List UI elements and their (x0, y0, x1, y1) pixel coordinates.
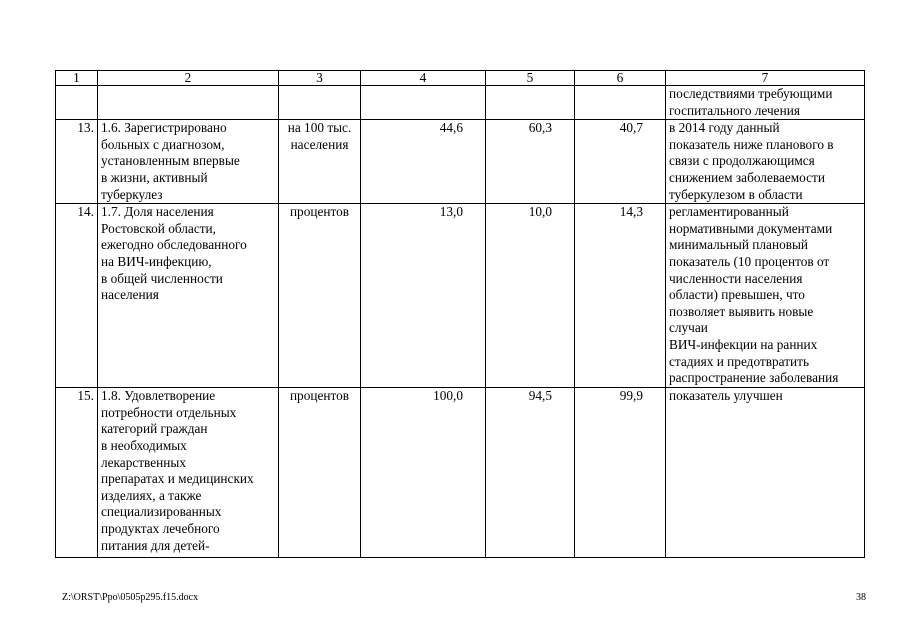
value-cell: 44,6 (361, 120, 486, 204)
value-cell: 99,9 (575, 388, 666, 558)
unit-cell (279, 120, 361, 204)
column-header: 1 (56, 71, 98, 86)
indicator-cell-line: изделиях, а также (101, 487, 202, 503)
row-number-cell: 15. (56, 388, 98, 558)
note-cell-line: последствиями требующими (669, 86, 833, 101)
indicator-cell-line: питания для детей- (101, 537, 210, 553)
unit-cell (279, 388, 361, 558)
indicator-cell-line: в жизни, активный (101, 169, 208, 185)
note-cell-line: показатель (10 процентов от (669, 253, 830, 269)
footer-page-number: 38 (856, 592, 866, 603)
column-header: 6 (575, 71, 666, 86)
indicator-cell-line: в необходимых (101, 437, 187, 453)
note-cell (666, 204, 865, 388)
indicator-cell-line: специализированных (101, 504, 222, 520)
value-cell: 14,3 (575, 204, 666, 388)
report-table (55, 70, 865, 558)
note-cell-line: случаи (669, 320, 708, 336)
note-cell-line: регламентированный (669, 204, 789, 220)
indicator-cell-line: 1.7. Доля населения (101, 204, 214, 220)
note-cell-line: минимальный плановый (669, 237, 809, 253)
note-cell-line: нормативными документами (669, 220, 833, 236)
value-cell (361, 86, 486, 120)
unit-cell-line: населения (290, 136, 349, 152)
value-cell: 60,3 (486, 120, 575, 204)
indicator-cell-line: потребности отдельных (101, 404, 237, 420)
table-header-row (56, 71, 865, 86)
column-header: 4 (361, 71, 486, 86)
note-cell-line: ВИЧ-инфекции на ранних (669, 336, 818, 352)
row-number-cell: 13. (56, 120, 98, 204)
indicator-cell-line: 1.6. Зарегистрировано (101, 120, 227, 136)
column-header: 3 (279, 71, 361, 86)
indicator-cell-line: на ВИЧ-инфекцию, (101, 253, 212, 269)
indicator-cell (98, 388, 279, 558)
value-cell (575, 86, 666, 120)
indicator-cell (98, 204, 279, 388)
note-cell-line: численности населения (669, 270, 803, 286)
indicator-cell-line: Ростовской области, (101, 220, 216, 236)
indicator-cell-line: ежегодно обследованного (101, 237, 247, 253)
unit-cell (279, 86, 361, 120)
note-cell-line: позволяет выявить новые (669, 303, 814, 319)
unit-cell-line: процентов (289, 204, 350, 220)
note-cell-line: области) превышен, что (669, 287, 805, 303)
note-cell-line: связи с продолжающимся (669, 153, 815, 169)
value-cell: 13,0 (361, 204, 486, 388)
note-cell-line: госпитального лечения (669, 102, 800, 118)
note-cell-line: показатель ниже планового в (669, 136, 834, 152)
indicator-cell-line: категорий граждан (101, 421, 208, 437)
value-cell (486, 86, 575, 120)
column-header: 5 (486, 71, 575, 86)
indicator-cell (98, 86, 279, 120)
column-header: 2 (98, 71, 279, 86)
row-number-cell (56, 86, 98, 120)
value-cell: 10,0 (486, 204, 575, 388)
indicator-cell-line: лекарственных (101, 454, 186, 470)
value-cell: 100,0 (361, 388, 486, 558)
note-cell-line: показатель улучшен (669, 388, 783, 404)
note-cell-line: снижением заболеваемости (669, 169, 825, 185)
note-cell-line: распространение заболевания (669, 370, 839, 386)
note-cell-line: в 2014 году данный (669, 120, 780, 136)
column-header: 7 (666, 71, 865, 86)
table-row (56, 120, 865, 204)
indicator-cell-line: в общей численности (101, 270, 223, 286)
note-cell (666, 388, 865, 558)
indicator-cell-line: 1.8. Удовлетворение (101, 388, 216, 404)
indicator-cell-line: установленным впервые (101, 153, 240, 169)
value-cell: 40,7 (575, 120, 666, 204)
indicator-cell-line: больных с диагнозом, (101, 136, 225, 152)
table-row (56, 86, 865, 120)
note-cell (666, 120, 865, 204)
unit-cell-line: на 100 тыс. (287, 120, 352, 136)
unit-cell-line: процентов (289, 388, 350, 404)
value-cell: 94,5 (486, 388, 575, 558)
row-number-cell: 14. (56, 204, 98, 388)
indicator-cell-line: туберкулез (101, 186, 163, 202)
footer-file-path: Z:\ORST\Ppo\0505p295.f15.docx (62, 592, 199, 603)
indicator-cell-line: населения (101, 287, 159, 303)
unit-cell (279, 204, 361, 388)
note-cell (666, 86, 865, 120)
table-row (56, 388, 865, 558)
indicator-cell (98, 120, 279, 204)
indicator-cell-line: продуктах лечебного (101, 520, 220, 536)
table-row (56, 204, 865, 388)
indicator-cell-line: препаратах и медицинских (101, 471, 254, 487)
note-cell-line: стадиях и предотвратить (669, 353, 810, 369)
note-cell-line: туберкулезом в области (669, 186, 803, 202)
